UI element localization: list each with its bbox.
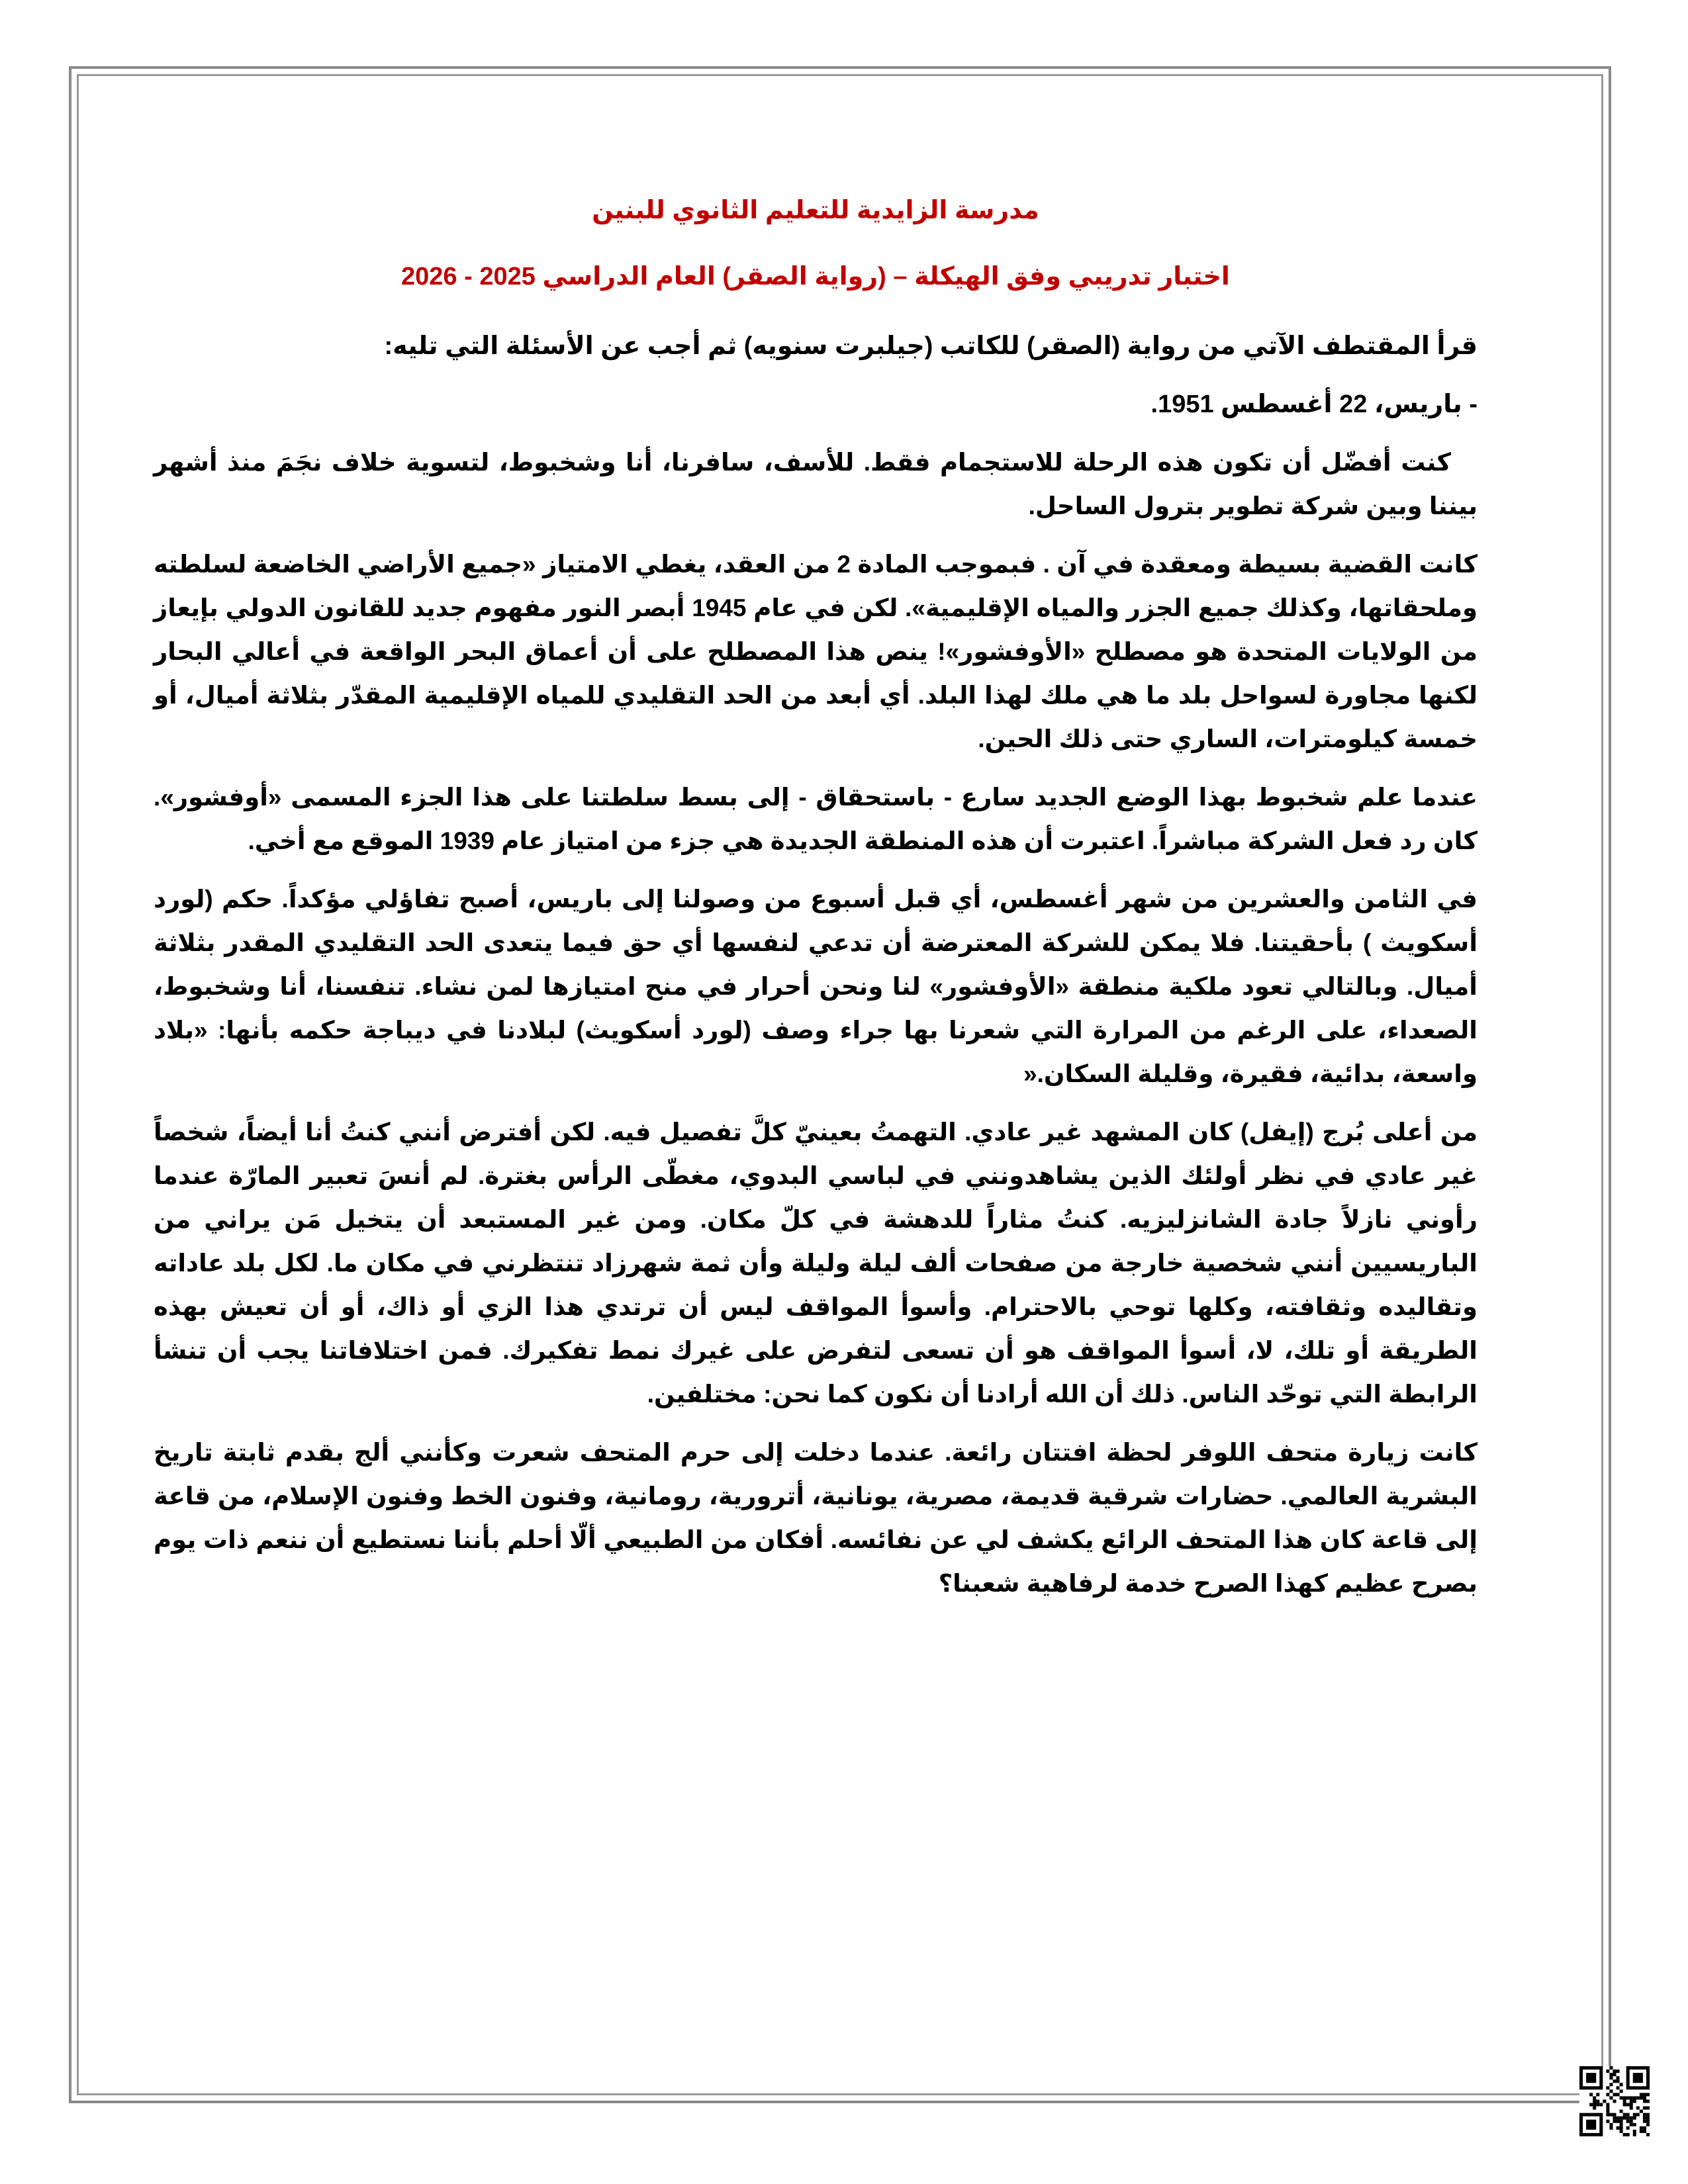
- paragraph-6: كانت زيارة متحف اللوفر لحظة افتتان رائعة. عندما دخلت إلى حرم المتحف شعرت وكأنني ألج بقدم ثابتة تاريخ البشرية العالمي. حضارات شرقية قديمة، مصرية، يونانية، أترورية، رومانية، وفنون الخط وفنون الإسلام، من قاعة إلى قاعة كان هذا المتحف الرائع يكشف لي عن نفائسه. أفكان من الطبيعي ألّا أحلم بأننا نستطيع أن ننعم ذات يوم بصرح عظيم كهذا الصرح خدمة لرفاهية شعبنا؟: [154, 1439, 1477, 1597]
- paragraph-2: كانت القضية بسيطة ومعقدة في آن . فبموجب المادة 2 من العقد، يغطي الامتياز «جميع الأراضي الخاضعة لسلطته وملحقاتها، وكذلك جميع الجزر والمياه الإقليمية». لكن في عام 1945 أبصر النور مفهوم جديد للقانون الدولي بإيعاز من الولايات المتحدة هو مصطلح «الأوفشور»! ينص هذا المصطلح على أن أعماق البحر الواقعة في أعالي البحار لكنها مجاورة لسواحل بلد ما هي ملك لهذا البلد. أي أبعد من الحد التقليدي للمياه الإقليمية المقدّر بثلاثة أميال، أو خمسة كيلومترات، الساري حتى ذلك الحين.: [154, 551, 1477, 752]
- dateline: - باريس، 22 أغسطس 1951.: [1150, 390, 1477, 418]
- paragraph-1: كنت أفضّل أن تكون هذه الرحلة للاستجمام فقط. للأسف، سافرنا، أنا وشخبوط، لتسوية خلاف نجَمَ منذ أشهر بيننا وبين شركة تطوير بترول الساحل.: [154, 449, 1477, 520]
- paragraph-3: عندما علم شخبوط بهذا الوضع الجديد سارع - باستحقاق - إلى بسط سلطتنا على هذا الجزء المسمى «أوفشور». كان رد فعل الشركة مباشراً. اعتبرت أن هذه المنطقة الجديدة هي جزء من امتياز عام 1939 الموقع مع أخي.: [154, 784, 1477, 854]
- paragraph-4: في الثامن والعشرين من شهر أغسطس، أي قبل أسبوع من وصولنا إلى باريس، أصبح تفاؤلي مؤكداً. حكم (لورد أسكويث ) بأحقيتنا. فلا يمكن للشركة المعترضة أن تدعي لنفسها أي حق فيما يتعدى الحد التقليدي المقدر بثلاثة أميال. وبالتالي تعود ملكية منطقة «الأوفشور» لنا ونحن أحرار في منح امتيازها لمن نشاء. تنفسنا، أنا وشخبوط، الصعداء، على الرغم من المرارة التي شعرنا بها جراء وصف (لورد أسكويث) لبلادنا في ديباجة حكمه بأنها: «بلاد واسعة، بدائية، فقيرة، وقليلة السكان.«: [154, 886, 1477, 1087]
- paragraph-5: من أعلى بُرج (إيفل) كان المشهد غير عادي. التهمتُ بعينيّ كلَّ تفصيل فيه. لكن أفترض أنني كنتُ أنا أيضاً، شخصاً غير عادي في نظر أولئك الذين يشاهدونني في لباسي البدوي، مغطّى الرأس بغترة. لم أنسَ تعبير المارّة عندما رأوني نازلاً جادة الشانزليزيه. كنتُ مثاراً للدهشة في كلّ مكان. ومن غير المستبعد أن يتخيل مَن يراني من الباريسيين أنني شخصية خارجة من صفحات ألف ليلة وليلة وأن ثمة شهرزاد تنتظرني في مكان ما. لكل بلد عاداته وتقاليده وثقافته، وكلها توحي بالاحترام. وأسوأ المواقف ليس أن ترتدي هذا الزي أو ذاك، أو أن تعيش بهذه الطريقة أو تلك، لا، أسوأ المواقف هو أن تسعى لتفرض على غيرك نمط تفكيرك. فمن اختلافاتنا يجب أن تنشأ الرابطة التي توحّد الناس. ذلك أن الله أرادنا أن نكون كما نحن: مختلفين.: [154, 1118, 1477, 1408]
- instruction-text: قرأ المقتطف الآتي من رواية (الصقر) للكاتب (جيلبرت سنويه) ثم أجب عن الأسئلة التي تليه:: [384, 332, 1477, 360]
- exam-title: اختبار تدريبي وفق الهيكلة – (رواية الصقر) العام الدراسي 2025 - 2026: [401, 263, 1230, 291]
- qr-code-icon: [1579, 2066, 1650, 2136]
- school-name: مدرسة الزايدية للتعليم الثانوي للبنين: [592, 197, 1039, 224]
- document-body: [154, 192, 1477, 1620]
